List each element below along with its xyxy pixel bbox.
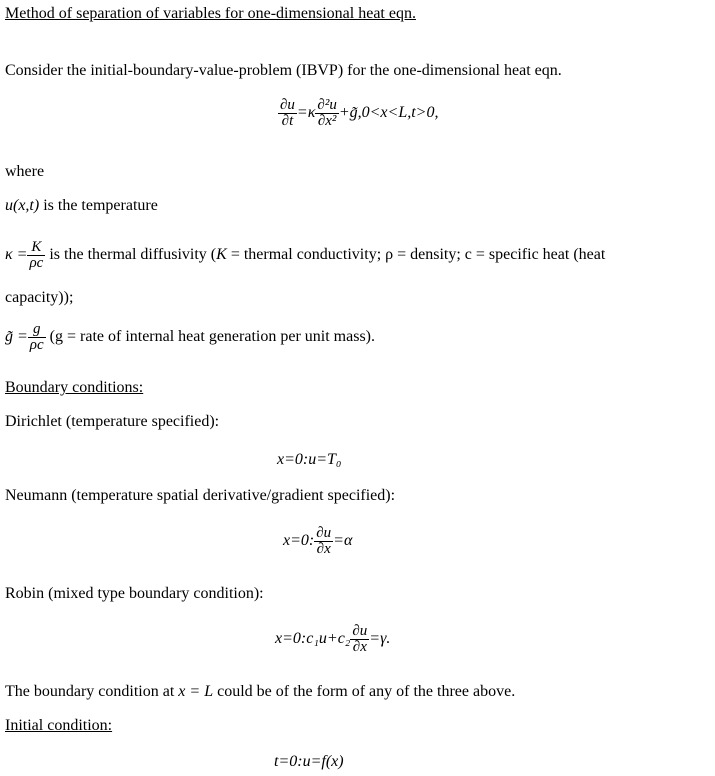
boundary-conditions-heading: Boundary conditions:: [5, 379, 144, 396]
robin-equation: x=0:c₁u+c₂ $\frac{\partial u}{\partial x}$ =γ.: [275, 623, 391, 655]
d2u-dx2-fraction: $\frac{\text{∂²u}}{\text{∂x²}}$: [317, 97, 337, 129]
intro-text: Consider the initial-boundary-value-problem (IBVP) for the one-dimensional heat eqn.: [5, 62, 562, 79]
diffusivity-definition: κ = $\frac{K}{\rho c}$ is the thermal diffusivity (K = thermal conductivity; ρ = density; c = specific heat (heat: [5, 239, 606, 271]
heat-generation-definition: g̃ = $\frac{g}{\rho c}$ (g = rate of internal heat generation per unit mass).: [5, 321, 375, 353]
dirichlet-equation: x=0:u=T₀: [277, 451, 342, 468]
robin-label: Robin (mixed type boundary condition):: [5, 585, 264, 602]
initial-condition-equation: t=0:u=f(x): [274, 753, 344, 770]
heat-equation: $\frac{\partial u}{\partial t}$ =κ $\frac{\text{∂²u}}{\text{∂x²}}$ +g̃,0<x<L,t>0,: [280, 97, 439, 129]
page-title: Method of separation of variables for one-dimensional heat eqn.: [5, 5, 416, 22]
k-over-rho-c-fraction: $\frac{K}{\rho c}$: [29, 239, 44, 271]
du-dt-fraction: $\frac{\partial u}{\partial t}$: [280, 97, 295, 129]
boundary-note: The boundary condition at x = L could be of the form of any of the three above.: [5, 683, 516, 700]
diffusivity-definition-continued: capacity));: [5, 289, 74, 306]
neumann-label: Neumann (temperature spatial derivative/gradient specified):: [5, 487, 396, 504]
g-over-rho-c-fraction: $\frac{g}{\rho c}$: [29, 321, 44, 353]
du-dx-fraction: $\frac{\partial u}{\partial x}$: [316, 525, 332, 557]
temperature-definition: u(x,t) is the temperature: [5, 197, 158, 214]
where-label: where: [5, 163, 45, 180]
dirichlet-label: Dirichlet (temperature specified):: [5, 413, 220, 430]
initial-condition-heading: Initial condition:: [5, 717, 113, 734]
neumann-equation: x=0: $\frac{\partial u}{\partial x}$ =α: [283, 525, 353, 557]
du-dx-fraction: $\frac{\partial u}{\partial x}$: [352, 623, 368, 655]
